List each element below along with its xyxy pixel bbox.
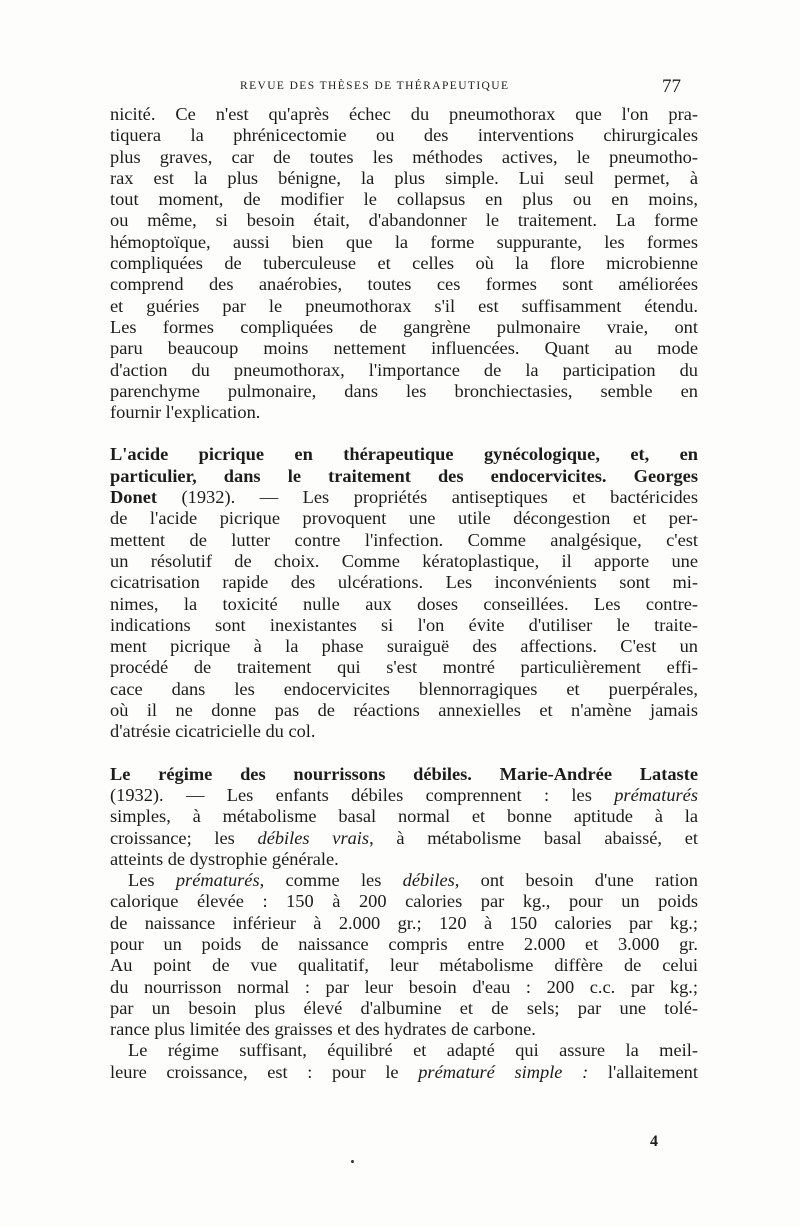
text-line: cicatrisation rapide des ulcérations. Les inconvénients sont mi- bbox=[110, 572, 698, 593]
text-line bbox=[110, 870, 698, 891]
text-line: ou même, si besoin était, d'abandonner le traitement. La forme bbox=[110, 210, 698, 231]
text-line: fournir l'explication. bbox=[110, 402, 261, 423]
text-span: , comme les bbox=[259, 870, 403, 891]
text-line: nimes, la toxicité nulle aux doses conseillées. Les contre- bbox=[110, 593, 698, 614]
italic-term: prématurés bbox=[614, 784, 698, 805]
text-line: de naissance inférieur à 2.000 gr.; 120 à 150 calories par kg.; bbox=[110, 912, 698, 933]
italic-term: prématuré simple : bbox=[418, 1061, 589, 1082]
text-line: Le régime suffisant, équilibré et adapté qui assure la meil- bbox=[128, 1040, 698, 1061]
text-span: l'allaitement bbox=[588, 1061, 698, 1082]
text-line: tout moment, de modifier le collapsus en plus ou en moins, bbox=[110, 189, 698, 210]
text-line: rance plus limitée des graisses et des hydrates de carbone. bbox=[110, 1019, 536, 1040]
text-span: (1932). — Les enfants débiles comprennent : les bbox=[110, 784, 615, 805]
text-line: paru beaucoup moins nettement influencées. Quant au mode bbox=[110, 338, 698, 359]
section-author: Donet bbox=[110, 487, 157, 508]
text-line: Au point de vue qualitatif, leur métabolisme diffère de celui bbox=[110, 955, 698, 976]
section-title: L'acide picrique en thérapeutique gynécologique, et, en bbox=[110, 444, 698, 465]
section-gap bbox=[110, 423, 698, 444]
text-line: ment picrique à la phase suraiguë des affections. C'est un bbox=[110, 636, 698, 657]
text-line bbox=[110, 487, 698, 508]
text-span: , à métabolisme basal abaissé, et bbox=[369, 827, 698, 848]
text-line bbox=[110, 828, 698, 849]
text-line: par un besoin plus élevé d'albumine et de sels; par une tolé- bbox=[110, 997, 698, 1018]
text-line: Les formes compliquées de gangrène pulmonaire vraie, ont bbox=[110, 316, 698, 337]
text-span: (1932). — Les propriétés antiseptiques et bactéricides bbox=[157, 487, 698, 508]
text-line: plus graves, car de toutes les méthodes actives, le pneumotho- bbox=[110, 146, 698, 167]
text-span: Les bbox=[128, 870, 176, 891]
text-line: pour un poids de naissance compris entre 2.000 et 3.000 gr. bbox=[110, 933, 698, 954]
running-header: REVUE DES THÈSES DE THÉRAPEUTIQUE bbox=[240, 80, 510, 92]
section-title: particulier, dans le traitement des endocervicites. Georges bbox=[110, 465, 698, 486]
text-line: calorique élevée : 150 à 200 calories par kg., pour un poids bbox=[110, 891, 698, 912]
text-line: parenchyme pulmonaire, dans les bronchiectasies, semble en bbox=[110, 380, 698, 401]
text-line: mettent de lutter contre l'infection. Comme analgésique, c'est bbox=[110, 529, 698, 550]
text-line: cace dans les endocervicites blennorragiques et puerpérales, bbox=[110, 678, 698, 699]
text-line: atteints de dystrophie générale. bbox=[110, 848, 339, 869]
text-line: simples, à métabolisme basal normal et bonne aptitude à la bbox=[110, 806, 698, 827]
text-line: rax est la plus bénigne, la plus simple. Lui seul permet, à bbox=[110, 167, 698, 188]
text-line: de l'acide picrique provoquent une utile décongestion et per- bbox=[110, 508, 698, 529]
text-line: du nourrisson normal : par leur besoin d'eau : 200 c.c. par kg.; bbox=[110, 976, 698, 997]
text-line: comprend des anaérobies, toutes ces formes sont améliorées bbox=[110, 274, 698, 295]
text-line: d'action du pneumothorax, l'importance de la participation du bbox=[110, 359, 698, 380]
italic-term: prématurés bbox=[175, 870, 260, 891]
text-line: un résolutif de choix. Comme kératoplastique, il apporte une bbox=[110, 550, 698, 571]
text-line: hémoptoïque, aussi bien que la forme suppurante, les formes bbox=[110, 231, 698, 252]
italic-term: débiles bbox=[402, 870, 455, 891]
text-line: et guéries par le pneumothorax s'il est suffisamment étendu. bbox=[110, 295, 698, 316]
text-line: tiquera la phrénicectomie ou des interventions chirurgicales bbox=[110, 125, 698, 146]
text-span: leure croissance, est : pour le bbox=[110, 1061, 419, 1082]
text-line: indications sont inexistantes si l'on évite d'utiliser le traite- bbox=[110, 614, 698, 635]
signature-mark: 4 bbox=[650, 1133, 658, 1150]
body-text bbox=[110, 104, 698, 1083]
page-number: 77 bbox=[662, 76, 681, 97]
italic-term: débiles vrais bbox=[257, 827, 370, 848]
text-line bbox=[110, 785, 698, 806]
section-title: Le régime des nourrissons débiles. Marie-Andrée Lataste bbox=[110, 763, 698, 784]
text-line: nicité. Ce n'est qu'après échec du pneumothorax que l'on pra- bbox=[110, 104, 698, 124]
text-line bbox=[110, 1062, 698, 1083]
text-line: procédé de traitement qui s'est montré particulièrement effi- bbox=[110, 657, 698, 678]
text-line: où il ne donne pas de réactions annexielles et n'amène jamais bbox=[110, 700, 698, 721]
text-span: croissance; les bbox=[110, 827, 258, 848]
text-line: compliquées de tuberculeuse et celles où la flore microbienne bbox=[110, 253, 698, 274]
text-line: d'atrésie cicatricielle du col. bbox=[110, 721, 316, 742]
text-span: , ont besoin d'une ration bbox=[454, 870, 698, 891]
print-dot bbox=[351, 1160, 354, 1163]
section-gap bbox=[110, 743, 698, 764]
